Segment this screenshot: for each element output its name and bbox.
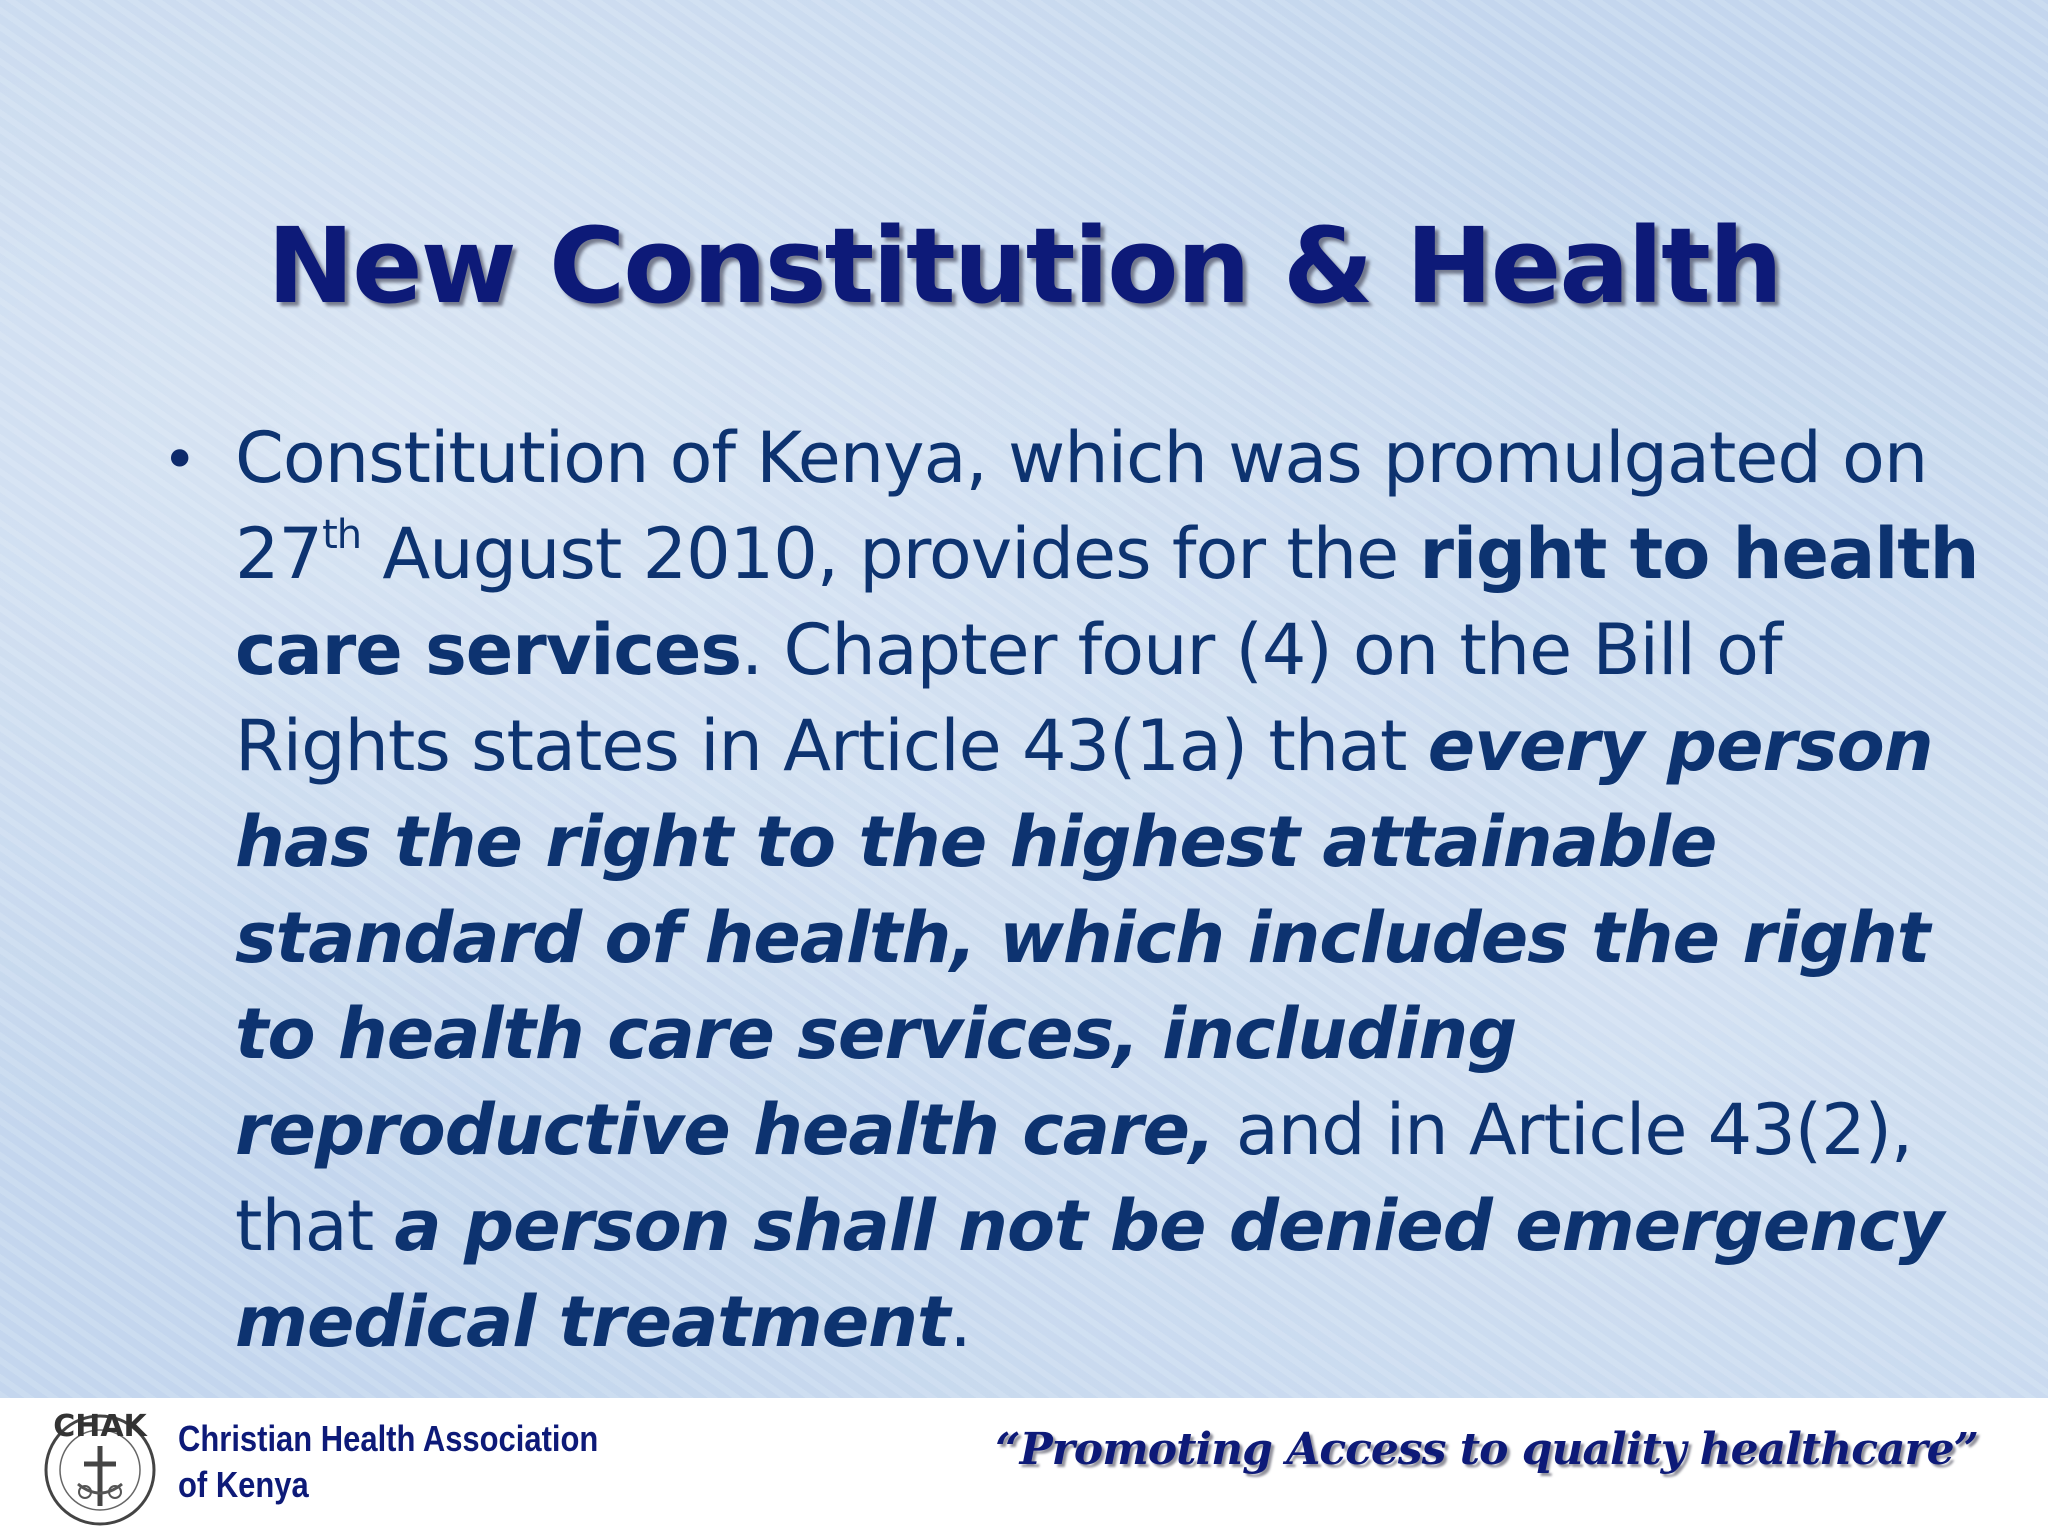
- svg-text:CHAK: CHAK: [53, 1409, 147, 1444]
- body-bold-right: right to health care services: [235, 513, 1979, 691]
- chak-logo: [40, 1406, 160, 1528]
- body-quote-article-43-2: a person shall not be denied emergency medical treatment: [235, 1185, 1944, 1363]
- body-text-3: . Chapter four (4) on the Bill of Rights states in Article 43(1a) that: [235, 609, 1782, 787]
- bullet-marker: •: [162, 425, 198, 495]
- slide-footer: [0, 1398, 2048, 1536]
- body-text-5: .: [949, 1281, 971, 1363]
- organization-name-line1: Christian Health Association: [178, 1418, 599, 1459]
- body-quote-article-43-1a: every person has the right to the highest attainable standard of health, which includes the right to health care services, including reproductive health care,: [235, 705, 1933, 1171]
- body-text-4: and in Article 43(2), that: [235, 1089, 1913, 1267]
- ordinal-suffix: th: [322, 512, 362, 558]
- body-text-1: Constitution of Kenya, which was promulgated on 27: [235, 417, 1928, 595]
- organization-name-line2: of Kenya: [178, 1464, 309, 1505]
- slide-title: New Constitution & Health: [267, 205, 1781, 327]
- footer-slogan: “Promoting Access to quality healthcare”: [995, 1424, 1978, 1475]
- bullet-paragraph: [235, 410, 1995, 1370]
- body-text-2: August 2010, provides for the: [361, 513, 1420, 595]
- organization-name: [178, 1416, 598, 1508]
